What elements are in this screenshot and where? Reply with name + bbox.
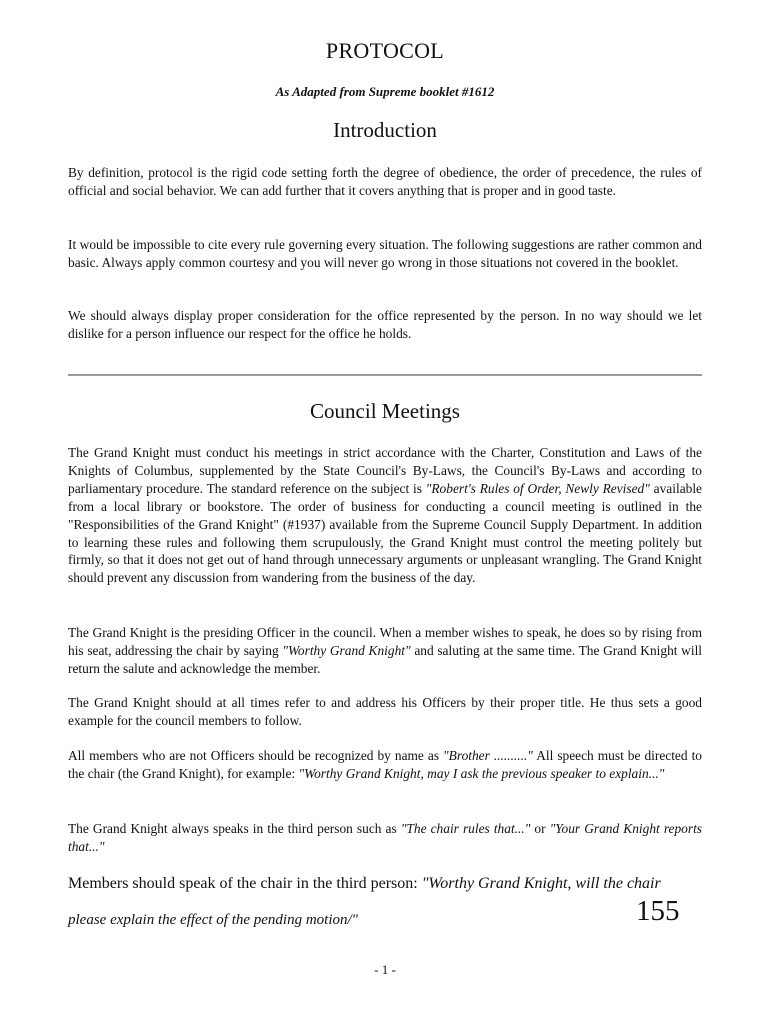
intro-paragraph-3: We should always display proper consideration for the office represented by the person. In no way should we let dislike for a person influence our respect for the office he holds. [68, 308, 702, 341]
chair-rules-quote: "The chair rules that..." [400, 821, 531, 836]
council-p1-text-a: The Grand Knight must conduct his meetings in strict accordance with the Charter, Constitution and Laws of the Knights of Columbus, supplemented by the State Council's By-Laws, the Council's By-Laws and according to parliamentary procedure. The standard reference on the subject is [68, 445, 702, 496]
council-paragraph-3: The Grand Knight should at all times refer to and address his Officers by their proper title. He thus sets a good example for the council members to follow. [68, 695, 702, 728]
document-subtitle: As Adapted from Supreme booklet #1612 [275, 84, 495, 99]
council-p4-text-a: All members who are not Officers should be recognized by name as [68, 748, 444, 763]
council-p2-text-b: and saluting at the same time. The Grand Knight will return the salute and acknowledge the member. [68, 642, 703, 676]
brother-quote: "Brother .........." [443, 748, 533, 763]
council-paragraph-5 [68, 820, 702, 856]
example-quote: "Worthy Grand Knight, may I ask the previous speaker to explain..." [298, 765, 665, 781]
council-p4-text-b: All speech must be directed to the chair (the Grand Knight), for example: [68, 748, 702, 781]
large-page-number: 155 [636, 895, 680, 927]
council-p2-text-a: The Grand Knight is the presiding Officer in the council. When a member wishes to speak, he does so by rising from his seat, addressing the chair by saying [68, 625, 702, 658]
council-paragraph-1 [68, 444, 702, 587]
worthy-grand-knight-quote: "Worthy Grand Knight" [282, 642, 411, 658]
council-paragraph-6-line-1 [68, 874, 702, 894]
intro-paragraph-1: By definition, protocol is the rigid code setting forth the degree of obedience, the order of precedence, the rules of official and social behavior. We can add further that it covers anything that is proper and in good taste. [68, 165, 702, 198]
council-p1-text-b: available from a local library or bookstore. The order of business for conducting a council meeting is outlined in the "Responsibilities of the Grand Knight" (#1937) available from the Supreme Council Supply Department. In addition to learning these rules and following them scrupulously, the Grand Knight must control the meeting politely but firmly, so that it does not get out of hand through unnecessary arguments or unpleasant wrangling. The Grand Knight should prevent any discussion from wandering from the business of the day. [68, 480, 702, 586]
section-divider [68, 374, 702, 376]
council-paragraph-6-line-2 [68, 910, 702, 930]
council-paragraph-4 [68, 747, 702, 783]
grand-knight-reports-quote: "Your Grand Knight reports that..." [68, 821, 703, 854]
council-p5-text-a: The Grand Knight always speaks in the third person such as [68, 821, 401, 836]
introduction-heading: Introduction [333, 118, 437, 142]
intro-paragraph-2: It would be impossible to cite every rule governing every situation. The following suggestions are rather common and basic. Always apply common courtesy and you will never go wrong in those situations not covered in the booklet. [68, 237, 702, 270]
chair-question-quote-2: please explain the effect of the pending motion/" [68, 912, 358, 928]
chair-question-quote-1: "Worthy Grand Knight, will the chair [421, 875, 661, 892]
roberts-rules-title: "Robert's Rules of Order, Newly Revised" [425, 480, 650, 496]
page-footer-number: - 1 - [374, 962, 396, 977]
council-paragraph-2 [68, 624, 702, 678]
council-meetings-heading: Council Meetings [310, 399, 460, 423]
council-p6-text-a: Members should speak of the chair in the third person: [68, 875, 422, 892]
council-p5-text-b: or [530, 821, 550, 836]
document-title: PROTOCOL [325, 38, 445, 63]
